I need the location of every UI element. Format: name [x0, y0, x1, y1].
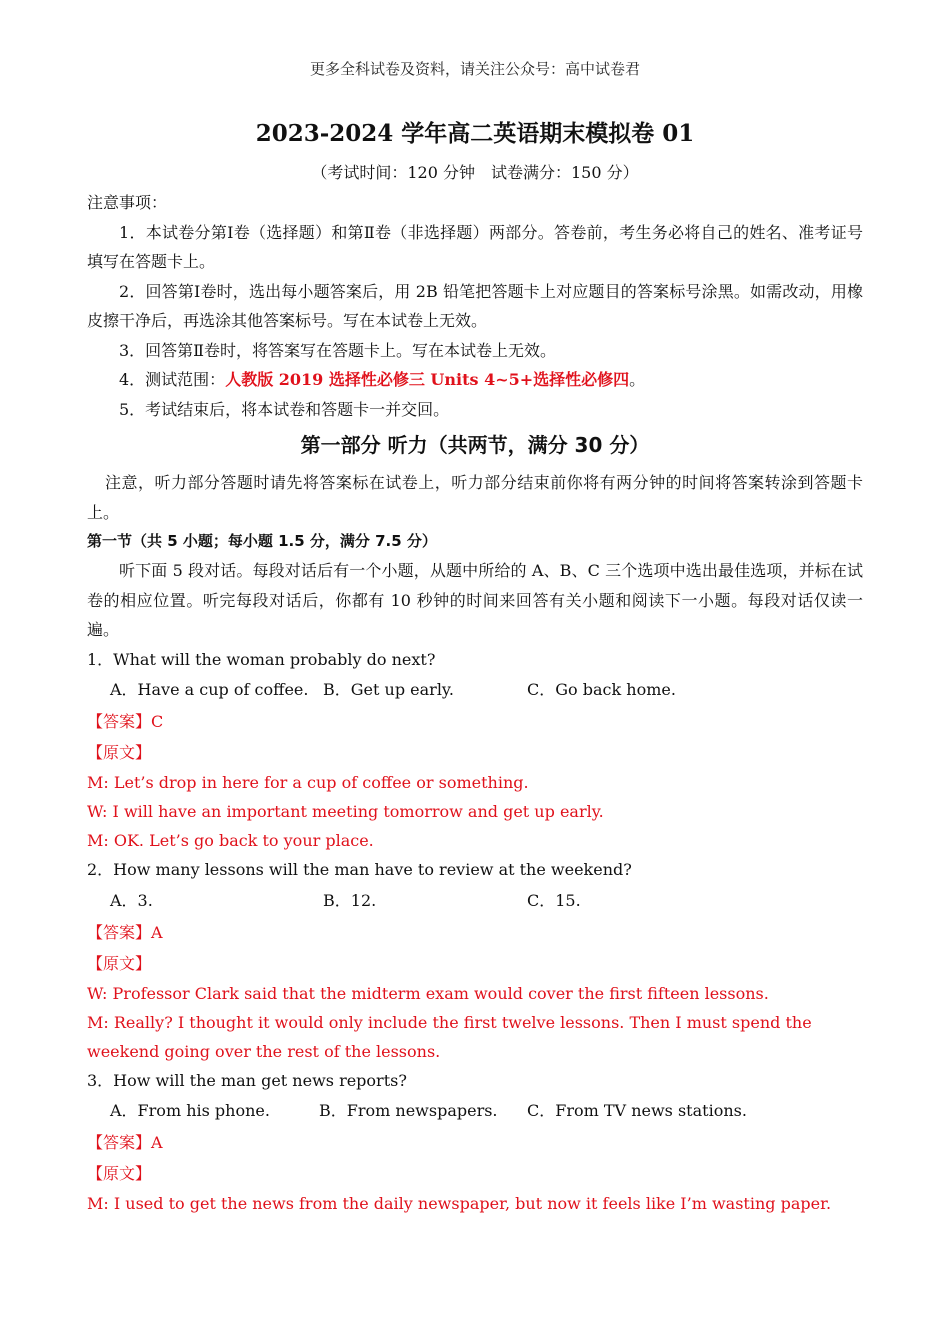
question-2-script-line: M: Really? I thought it would only include the first twelve lessons. Then I must spend the weekend going over the rest of the lessons. [87, 1012, 812, 1061]
part1-title: 第一部分 听力（共两节，满分 30 分） [300, 433, 650, 457]
notice-item-2: 2．回答第Ⅰ卷时，选出每小题答案后，用 2B 铅笔把答题卡上对应题目的答案标号涂黑。如需改动，用橡皮擦干净后，再选涂其他答案标号。写在本试卷上无效。 [87, 281, 863, 330]
question-1-script-line: W: I will have an important meeting tomorrow and get up early. [87, 802, 604, 821]
question-1-script-label: 【原文】 [87, 743, 152, 762]
question-2-script-line: W: Professor Clark said that the midterm exam would cover the first fifteen lessons. [87, 983, 769, 1003]
section1-instructions: 听下面 5 段对话。每段对话后有一个小题，从题中所给的 A、B、C 三个选项中选出最佳选项，并标在试卷的相应位置。听完每段对话后，你都有 10 秒钟的时间来回答有关小题和阅读下一小题。每段对话仅读一遍。 [87, 561, 863, 639]
notice-item-4 [87, 365, 863, 395]
notice-item-3: 3．回答第Ⅱ卷时，将答案写在答题卡上。写在本试卷上无效。 [119, 340, 557, 360]
question-3-script-line: M: I used to get the news from the daily newspaper, but now it feels like I’m wasting paper. [87, 1194, 832, 1213]
notice-item-1: 1．本试卷分第Ⅰ卷（选择题）和第Ⅱ卷（非选择题）两部分。答卷前，考生务必将自己的姓名、准考证号填写在答题卡上。 [87, 222, 863, 271]
question-1-stem: 1．What will the woman probably do next? [87, 649, 436, 669]
question-2-option-b: B．12. [323, 890, 377, 910]
question-2-answer: 【答案】A [87, 922, 163, 942]
section1-title: 第一节（共 5 小题；每小题 1.5 分，满分 7.5 分） [87, 532, 437, 550]
listening-note: 注意，听力部分答题时请先将答案标在试卷上，听力部分结束前你将有两分钟的时间将答案转涂到答题卡上。 [87, 473, 863, 522]
exam-title: 2023-2024 学年高二英语期末模拟卷 01 [255, 120, 695, 147]
question-3-option-b: B．From newspapers. [319, 1101, 498, 1120]
header-note: 更多全科试卷及资料，请关注公众号：高中试卷君 [309, 60, 640, 78]
question-1-answer: 【答案】C [87, 712, 164, 731]
notice-item-4-suffix: 。 [629, 370, 646, 389]
notice-item-4-prefix: 4．测试范围： [119, 370, 226, 389]
test-scope-highlight: 人教版 2019 选择性必修三 Units 4~5+选择性必修四 [225, 370, 630, 389]
question-3-answer: 【答案】A [87, 1133, 163, 1152]
question-2-option-a: A．3. [110, 890, 153, 910]
question-3-option-c: C．From TV news stations. [527, 1101, 747, 1120]
question-3-option-a: A．From his phone. [110, 1101, 270, 1120]
question-1-options [87, 674, 863, 706]
question-1-script-line: M: Let’s drop in here for a cup of coffee or something. [87, 773, 529, 792]
question-1-option-a: A．Have a cup of coffee. [110, 680, 309, 699]
question-2-option-c: C．15. [527, 890, 581, 910]
question-1-option-b: B．Get up early. [323, 680, 454, 699]
question-2-stem: 2．How many lessons will the man have to review at the weekend? [87, 860, 632, 879]
notice-heading: 注意事项： [87, 193, 168, 212]
exam-subtitle: （考试时间：120 分钟 试卷满分：150 分） [311, 163, 639, 182]
question-1-option-c: C．Go back home. [527, 680, 676, 699]
question-1-script-line: M: OK. Let’s go back to your place. [87, 831, 374, 850]
exam-body [87, 188, 863, 1218]
question-3-script-label: 【原文】 [87, 1164, 152, 1183]
question-3-options [87, 1095, 863, 1127]
question-2-script-label: 【原文】 [87, 953, 152, 973]
notice-item-5: 5．考试结束后，将本试卷和答题卡一并交回。 [119, 399, 450, 419]
question-3-stem: 3．How will the man get news reports? [87, 1070, 407, 1090]
question-2-options [87, 885, 863, 917]
